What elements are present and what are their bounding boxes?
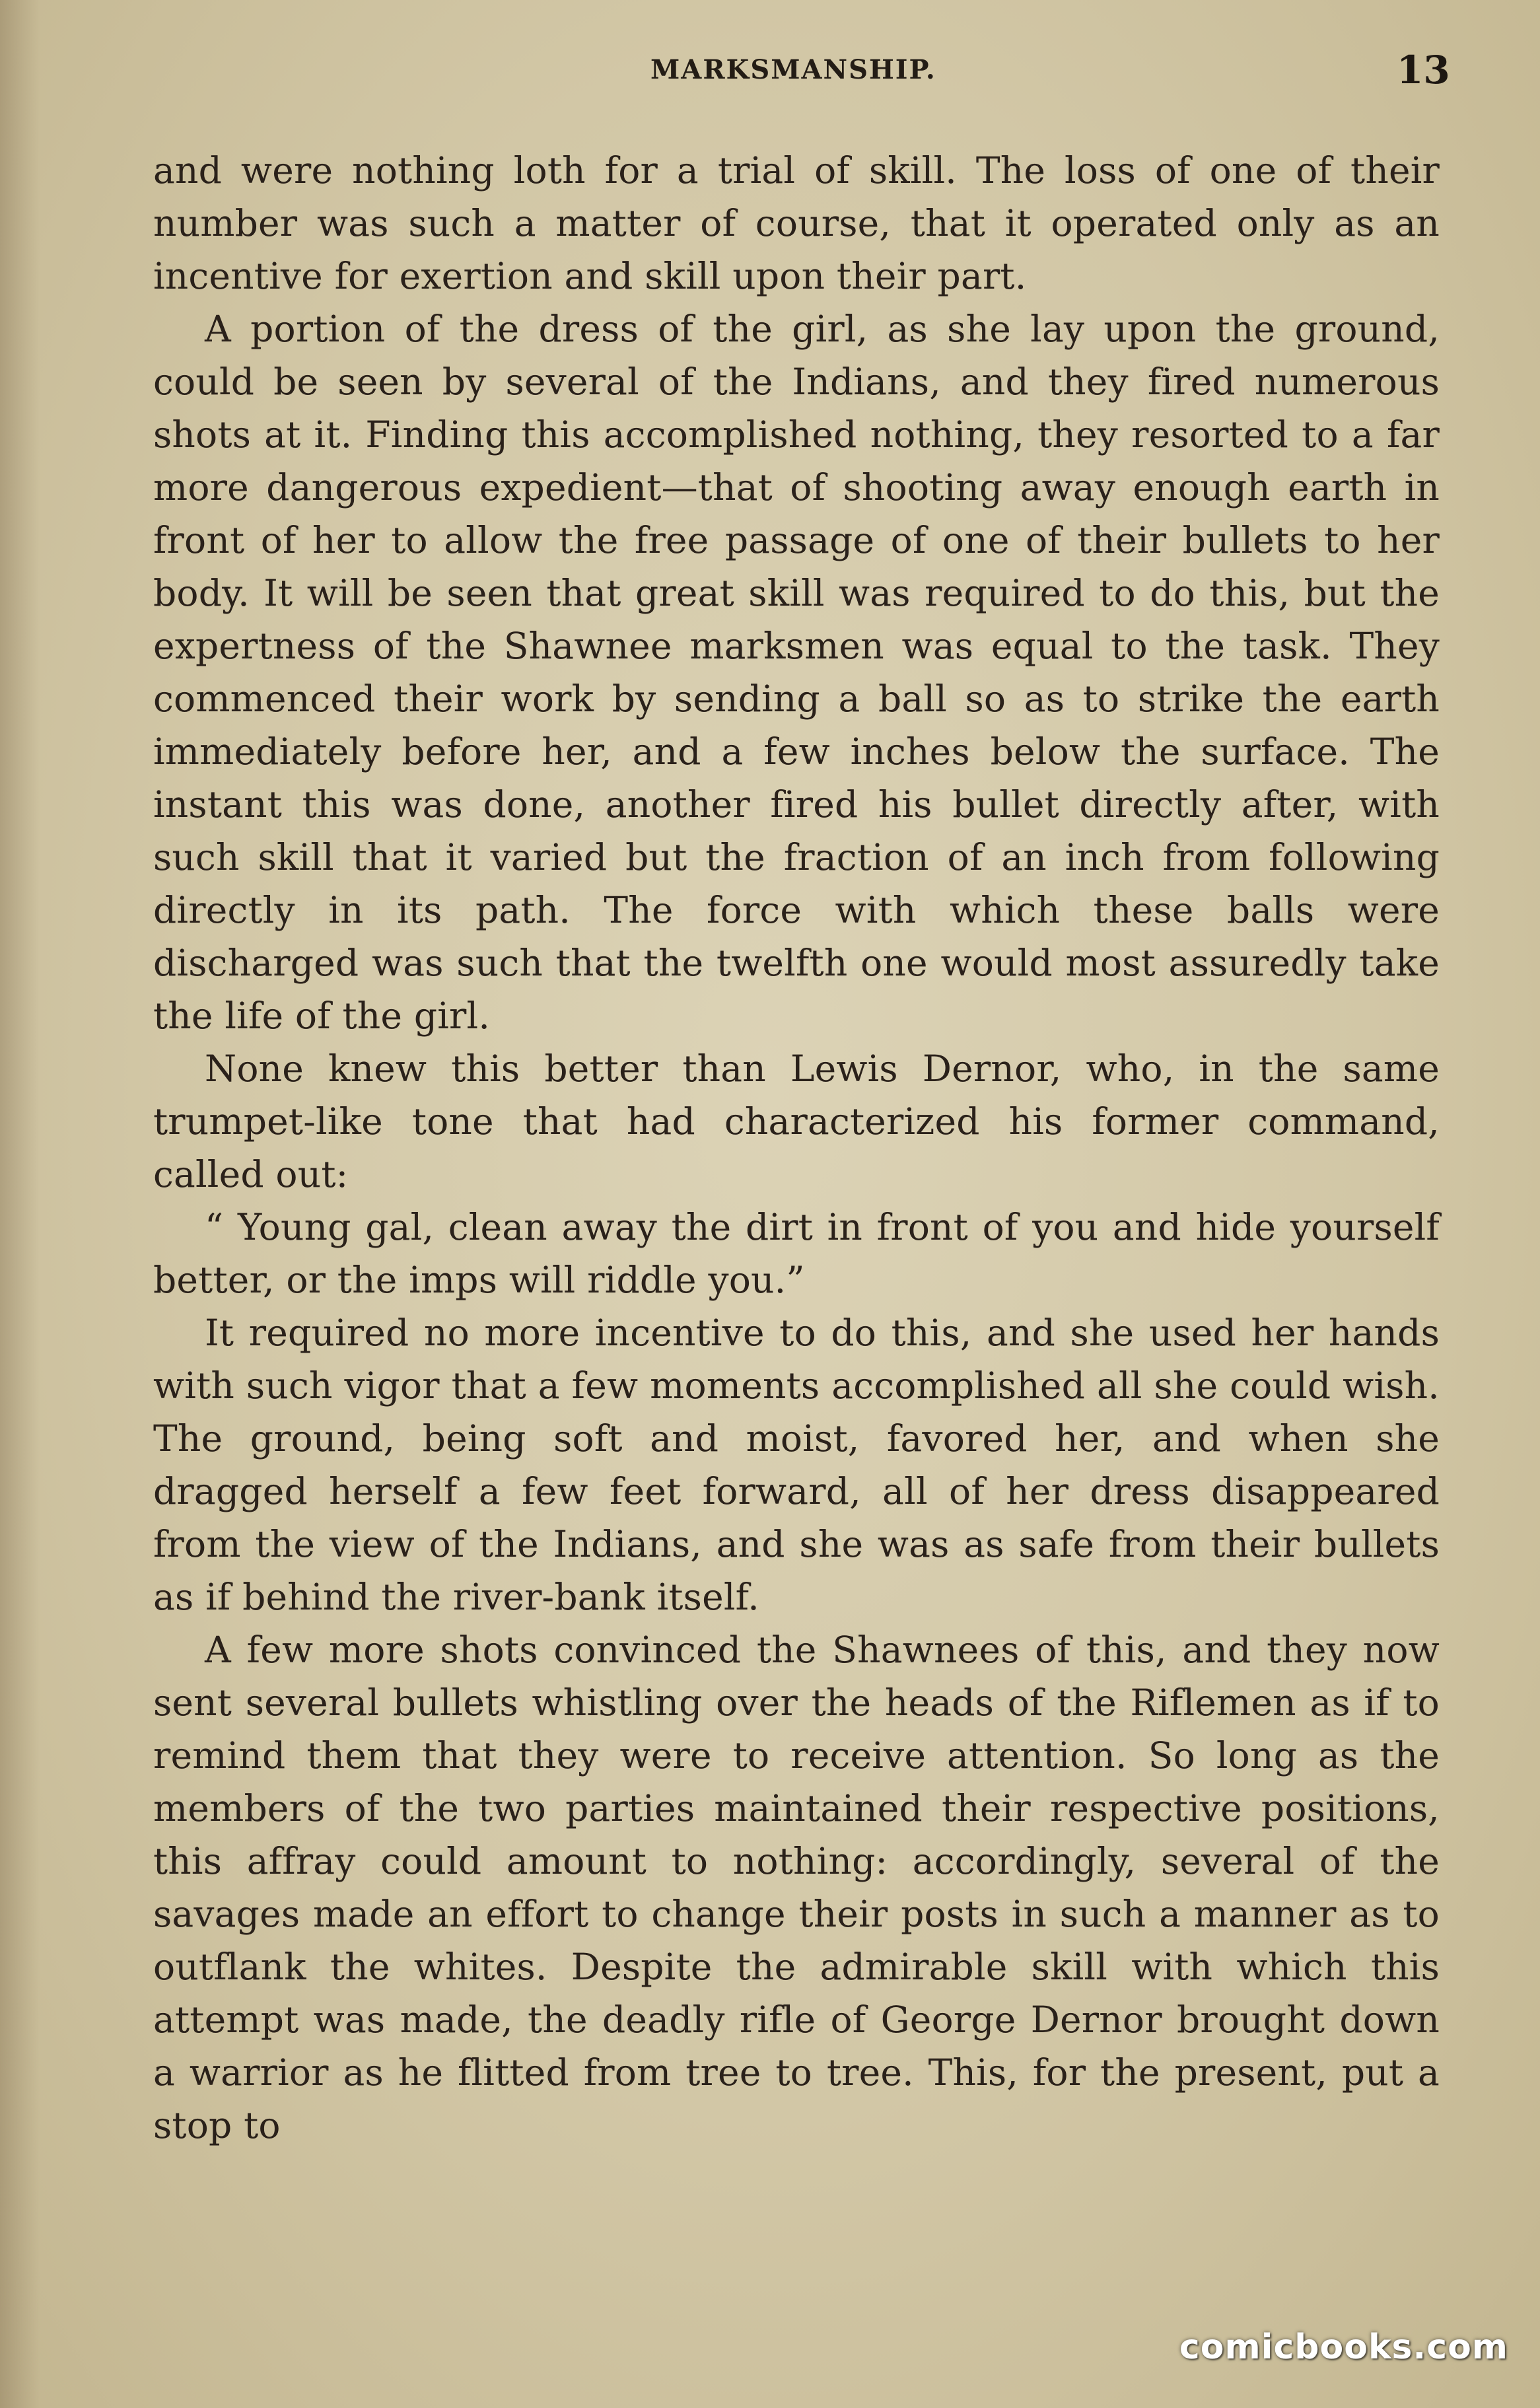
paragraph-dialogue: “ Young gal, clean away the dirt in front of you and hide yourself better, or the imps will riddle you.” — [153, 1206, 1440, 1301]
paragraph: A portion of the dress of the girl, as she lay upon the ground, could be seen by several of the Indians, and they fired numerous shots at it. Finding this accomplished nothing, they resorted to a far more dangerous expedient—that of shooting away enough earth in front of her to allow the free passage of one of their bullets to her body. It will be seen that great skill was required to do this, but the expertness of the Shawnee marksmen was equal to the task. They commenced their work by sending a ball so as to strike the earth immediately before her, and a few inches below the surface. The instant this was done, another fired his bullet directly after, with such skill that it varied but the fraction of an inch from following directly in its path. The force with which these balls were discharged was such that the twelfth one would most assuredly take the life of the girl. — [153, 308, 1440, 1037]
paragraph: None knew this better than Lewis Dernor, who, in the same trumpet-like tone that had characterized his former command, called out: — [153, 1047, 1440, 1195]
paragraph: A few more shots convinced the Shawnees of this, and they now sent several bullets whistling over the heads of the Riflemen as if to remind them that they were to receive attention. So long as the members of the two parties maintained their respective positions, this affray could amount to nothing: accordingly, several of the savages made an effort to change their posts in such a manner as to outflank the whites. Despite the admirable skill with which this attempt was made, the deadly rifle of George Dernor brought down a warrior as he flitted from tree to tree. This, for the present, put a stop to — [153, 1629, 1440, 2146]
paragraph-continued: and were nothing loth for a trial of skill. The loss of one of their number was such a matter of course, that it operated only as an incentive for exertion and skill upon their part. — [153, 149, 1440, 297]
source-watermark: comicbooks.com — [1179, 2327, 1508, 2367]
running-head: MARKSMANSHIP. — [650, 54, 936, 85]
page-number: 13 — [1397, 48, 1450, 92]
page-header — [0, 46, 1540, 112]
paragraph: It required no more incentive to do this, and she used her hands with such vigor that a few moments accomplished all she could wish. The ground, being soft and moist, favored her, and when she dragged herself a few feet forward, all of her dress disappeared from the view of the Indians, and she was as safe from their bullets as if behind the river-bank itself. — [153, 1312, 1440, 1618]
body-text — [153, 144, 1440, 2152]
page-spine-shadow — [0, 0, 40, 2408]
